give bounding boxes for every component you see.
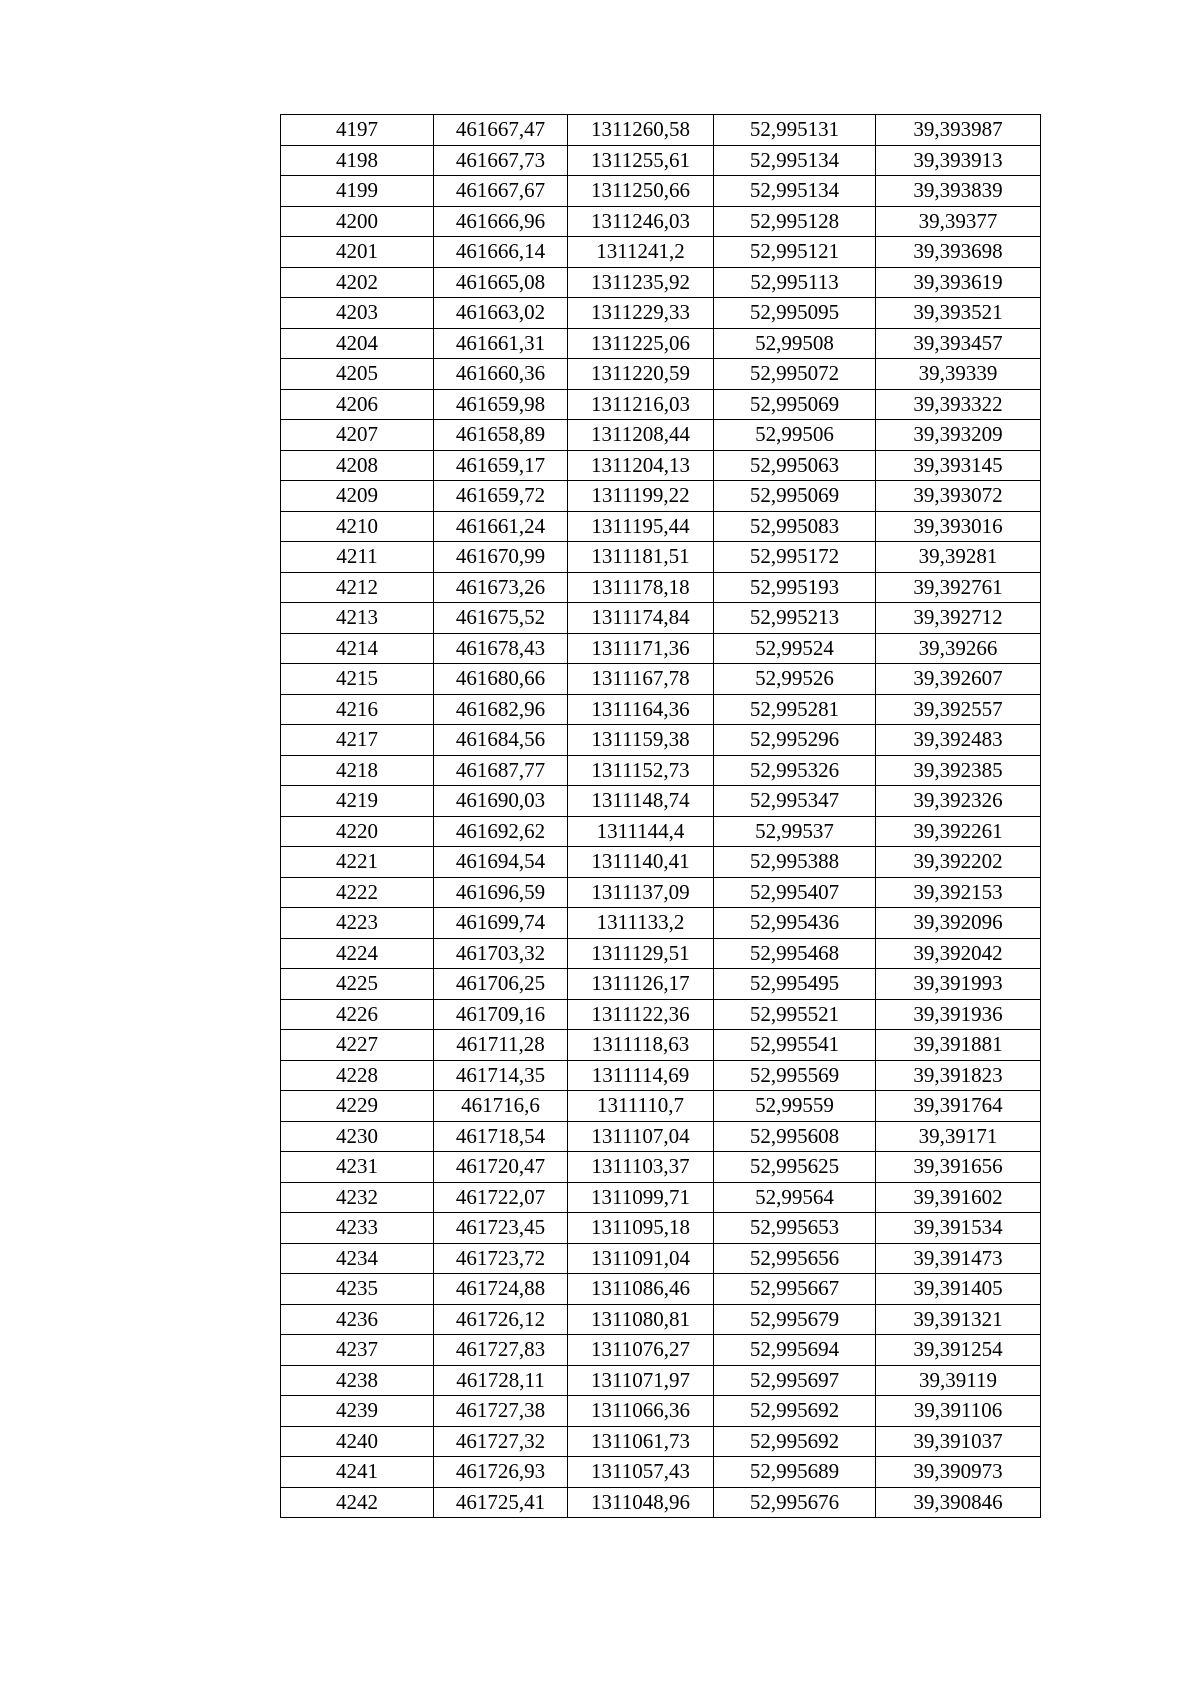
x-coordinate-cell: 461667,67 xyxy=(434,176,568,207)
table-row xyxy=(281,1457,1041,1488)
latitude-cell: 52,995407 xyxy=(714,877,876,908)
y-coordinate-cell: 1311114,69 xyxy=(568,1060,714,1091)
x-coordinate-cell: 461726,12 xyxy=(434,1304,568,1335)
y-coordinate-cell: 1311071,97 xyxy=(568,1365,714,1396)
y-coordinate-cell: 1311133,2 xyxy=(568,908,714,939)
longitude-cell: 39,39339 xyxy=(876,359,1041,390)
longitude-cell: 39,392153 xyxy=(876,877,1041,908)
point-number-cell: 4239 xyxy=(281,1396,434,1427)
longitude-cell: 39,391602 xyxy=(876,1182,1041,1213)
latitude-cell: 52,995172 xyxy=(714,542,876,573)
point-number-cell: 4202 xyxy=(281,267,434,298)
longitude-cell: 39,391473 xyxy=(876,1243,1041,1274)
y-coordinate-cell: 1311216,03 xyxy=(568,389,714,420)
point-number-cell: 4234 xyxy=(281,1243,434,1274)
x-coordinate-cell: 461696,59 xyxy=(434,877,568,908)
latitude-cell: 52,995134 xyxy=(714,176,876,207)
point-number-cell: 4226 xyxy=(281,999,434,1030)
longitude-cell: 39,391764 xyxy=(876,1091,1041,1122)
latitude-cell: 52,995495 xyxy=(714,969,876,1000)
y-coordinate-cell: 1311255,61 xyxy=(568,145,714,176)
x-coordinate-cell: 461678,43 xyxy=(434,633,568,664)
point-number-cell: 4228 xyxy=(281,1060,434,1091)
table-row xyxy=(281,1335,1041,1366)
latitude-cell: 52,995697 xyxy=(714,1365,876,1396)
y-coordinate-cell: 1311110,7 xyxy=(568,1091,714,1122)
table-row xyxy=(281,1274,1041,1305)
longitude-cell: 39,390846 xyxy=(876,1487,1041,1518)
latitude-cell: 52,995692 xyxy=(714,1426,876,1457)
table-row xyxy=(281,999,1041,1030)
longitude-cell: 39,391656 xyxy=(876,1152,1041,1183)
longitude-cell: 39,393839 xyxy=(876,176,1041,207)
point-number-cell: 4197 xyxy=(281,115,434,146)
y-coordinate-cell: 1311140,41 xyxy=(568,847,714,878)
x-coordinate-cell: 461687,77 xyxy=(434,755,568,786)
latitude-cell: 52,995326 xyxy=(714,755,876,786)
y-coordinate-cell: 1311148,74 xyxy=(568,786,714,817)
longitude-cell: 39,392557 xyxy=(876,694,1041,725)
point-number-cell: 4211 xyxy=(281,542,434,573)
y-coordinate-cell: 1311107,04 xyxy=(568,1121,714,1152)
point-number-cell: 4241 xyxy=(281,1457,434,1488)
point-number-cell: 4200 xyxy=(281,206,434,237)
latitude-cell: 52,995689 xyxy=(714,1457,876,1488)
point-number-cell: 4210 xyxy=(281,511,434,542)
latitude-cell: 52,995679 xyxy=(714,1304,876,1335)
latitude-cell: 52,995521 xyxy=(714,999,876,1030)
x-coordinate-cell: 461666,14 xyxy=(434,237,568,268)
longitude-cell: 39,391534 xyxy=(876,1213,1041,1244)
longitude-cell: 39,392385 xyxy=(876,755,1041,786)
table-row xyxy=(281,572,1041,603)
longitude-cell: 39,393209 xyxy=(876,420,1041,451)
table-row xyxy=(281,115,1041,146)
x-coordinate-cell: 461667,73 xyxy=(434,145,568,176)
point-number-cell: 4233 xyxy=(281,1213,434,1244)
table-row xyxy=(281,1060,1041,1091)
latitude-cell: 52,995436 xyxy=(714,908,876,939)
point-number-cell: 4224 xyxy=(281,938,434,969)
latitude-cell: 52,995388 xyxy=(714,847,876,878)
longitude-cell: 39,39266 xyxy=(876,633,1041,664)
x-coordinate-cell: 461714,35 xyxy=(434,1060,568,1091)
longitude-cell: 39,392096 xyxy=(876,908,1041,939)
longitude-cell: 39,393072 xyxy=(876,481,1041,512)
y-coordinate-cell: 1311181,51 xyxy=(568,542,714,573)
table-row xyxy=(281,786,1041,817)
latitude-cell: 52,995676 xyxy=(714,1487,876,1518)
table-row xyxy=(281,450,1041,481)
coordinates-table-body xyxy=(281,115,1041,1518)
point-number-cell: 4206 xyxy=(281,389,434,420)
longitude-cell: 39,393619 xyxy=(876,267,1041,298)
y-coordinate-cell: 1311144,4 xyxy=(568,816,714,847)
point-number-cell: 4212 xyxy=(281,572,434,603)
table-row xyxy=(281,542,1041,573)
x-coordinate-cell: 461725,41 xyxy=(434,1487,568,1518)
y-coordinate-cell: 1311126,17 xyxy=(568,969,714,1000)
table-row xyxy=(281,1487,1041,1518)
x-coordinate-cell: 461661,31 xyxy=(434,328,568,359)
y-coordinate-cell: 1311129,51 xyxy=(568,938,714,969)
table-row xyxy=(281,1121,1041,1152)
x-coordinate-cell: 461692,62 xyxy=(434,816,568,847)
x-coordinate-cell: 461723,72 xyxy=(434,1243,568,1274)
latitude-cell: 52,995134 xyxy=(714,145,876,176)
y-coordinate-cell: 1311220,59 xyxy=(568,359,714,390)
x-coordinate-cell: 461658,89 xyxy=(434,420,568,451)
table-row xyxy=(281,206,1041,237)
x-coordinate-cell: 461728,11 xyxy=(434,1365,568,1396)
longitude-cell: 39,393521 xyxy=(876,298,1041,329)
longitude-cell: 39,39377 xyxy=(876,206,1041,237)
latitude-cell: 52,99537 xyxy=(714,816,876,847)
table-row xyxy=(281,237,1041,268)
x-coordinate-cell: 461666,96 xyxy=(434,206,568,237)
point-number-cell: 4199 xyxy=(281,176,434,207)
table-row xyxy=(281,1365,1041,1396)
y-coordinate-cell: 1311066,36 xyxy=(568,1396,714,1427)
x-coordinate-cell: 461665,08 xyxy=(434,267,568,298)
y-coordinate-cell: 1311235,92 xyxy=(568,267,714,298)
point-number-cell: 4208 xyxy=(281,450,434,481)
point-number-cell: 4236 xyxy=(281,1304,434,1335)
latitude-cell: 52,995113 xyxy=(714,267,876,298)
table-row xyxy=(281,603,1041,634)
point-number-cell: 4198 xyxy=(281,145,434,176)
point-number-cell: 4237 xyxy=(281,1335,434,1366)
x-coordinate-cell: 461726,93 xyxy=(434,1457,568,1488)
point-number-cell: 4203 xyxy=(281,298,434,329)
latitude-cell: 52,995667 xyxy=(714,1274,876,1305)
x-coordinate-cell: 461670,99 xyxy=(434,542,568,573)
table-row xyxy=(281,389,1041,420)
point-number-cell: 4207 xyxy=(281,420,434,451)
table-row xyxy=(281,816,1041,847)
table-row xyxy=(281,877,1041,908)
latitude-cell: 52,995608 xyxy=(714,1121,876,1152)
latitude-cell: 52,99564 xyxy=(714,1182,876,1213)
table-row xyxy=(281,1243,1041,1274)
y-coordinate-cell: 1311208,44 xyxy=(568,420,714,451)
x-coordinate-cell: 461694,54 xyxy=(434,847,568,878)
table-row xyxy=(281,1091,1041,1122)
x-coordinate-cell: 461675,52 xyxy=(434,603,568,634)
latitude-cell: 52,995692 xyxy=(714,1396,876,1427)
x-coordinate-cell: 461684,56 xyxy=(434,725,568,756)
x-coordinate-cell: 461690,03 xyxy=(434,786,568,817)
latitude-cell: 52,995213 xyxy=(714,603,876,634)
y-coordinate-cell: 1311080,81 xyxy=(568,1304,714,1335)
y-coordinate-cell: 1311122,36 xyxy=(568,999,714,1030)
table-row xyxy=(281,694,1041,725)
latitude-cell: 52,995625 xyxy=(714,1152,876,1183)
x-coordinate-cell: 461718,54 xyxy=(434,1121,568,1152)
latitude-cell: 52,995193 xyxy=(714,572,876,603)
longitude-cell: 39,391881 xyxy=(876,1030,1041,1061)
table-row xyxy=(281,633,1041,664)
x-coordinate-cell: 461659,17 xyxy=(434,450,568,481)
y-coordinate-cell: 1311167,78 xyxy=(568,664,714,695)
point-number-cell: 4218 xyxy=(281,755,434,786)
table-row xyxy=(281,267,1041,298)
x-coordinate-cell: 461727,38 xyxy=(434,1396,568,1427)
coordinates-table xyxy=(280,114,1041,1518)
latitude-cell: 52,995083 xyxy=(714,511,876,542)
table-row xyxy=(281,938,1041,969)
latitude-cell: 52,995569 xyxy=(714,1060,876,1091)
table-row xyxy=(281,1182,1041,1213)
point-number-cell: 4209 xyxy=(281,481,434,512)
longitude-cell: 39,39119 xyxy=(876,1365,1041,1396)
y-coordinate-cell: 1311241,2 xyxy=(568,237,714,268)
table-row xyxy=(281,969,1041,1000)
longitude-cell: 39,393322 xyxy=(876,389,1041,420)
table-row xyxy=(281,176,1041,207)
longitude-cell: 39,392607 xyxy=(876,664,1041,695)
y-coordinate-cell: 1311225,06 xyxy=(568,328,714,359)
y-coordinate-cell: 1311159,38 xyxy=(568,725,714,756)
longitude-cell: 39,391936 xyxy=(876,999,1041,1030)
point-number-cell: 4222 xyxy=(281,877,434,908)
latitude-cell: 52,995069 xyxy=(714,481,876,512)
longitude-cell: 39,393457 xyxy=(876,328,1041,359)
table-row xyxy=(281,298,1041,329)
x-coordinate-cell: 461682,96 xyxy=(434,694,568,725)
x-coordinate-cell: 461667,47 xyxy=(434,115,568,146)
longitude-cell: 39,391254 xyxy=(876,1335,1041,1366)
y-coordinate-cell: 1311174,84 xyxy=(568,603,714,634)
x-coordinate-cell: 461709,16 xyxy=(434,999,568,1030)
latitude-cell: 52,995694 xyxy=(714,1335,876,1366)
longitude-cell: 39,392261 xyxy=(876,816,1041,847)
table-row xyxy=(281,481,1041,512)
longitude-cell: 39,391993 xyxy=(876,969,1041,1000)
longitude-cell: 39,392483 xyxy=(876,725,1041,756)
y-coordinate-cell: 1311171,36 xyxy=(568,633,714,664)
x-coordinate-cell: 461661,24 xyxy=(434,511,568,542)
latitude-cell: 52,995468 xyxy=(714,938,876,969)
y-coordinate-cell: 1311164,36 xyxy=(568,694,714,725)
y-coordinate-cell: 1311152,73 xyxy=(568,755,714,786)
longitude-cell: 39,392326 xyxy=(876,786,1041,817)
point-number-cell: 4225 xyxy=(281,969,434,1000)
point-number-cell: 4235 xyxy=(281,1274,434,1305)
x-coordinate-cell: 461699,74 xyxy=(434,908,568,939)
x-coordinate-cell: 461659,98 xyxy=(434,389,568,420)
y-coordinate-cell: 1311118,63 xyxy=(568,1030,714,1061)
table-row xyxy=(281,328,1041,359)
y-coordinate-cell: 1311099,71 xyxy=(568,1182,714,1213)
y-coordinate-cell: 1311229,33 xyxy=(568,298,714,329)
y-coordinate-cell: 1311250,66 xyxy=(568,176,714,207)
table-row xyxy=(281,1030,1041,1061)
table-row xyxy=(281,1426,1041,1457)
longitude-cell: 39,390973 xyxy=(876,1457,1041,1488)
x-coordinate-cell: 461727,32 xyxy=(434,1426,568,1457)
point-number-cell: 4220 xyxy=(281,816,434,847)
table-row xyxy=(281,755,1041,786)
point-number-cell: 4231 xyxy=(281,1152,434,1183)
point-number-cell: 4221 xyxy=(281,847,434,878)
x-coordinate-cell: 461706,25 xyxy=(434,969,568,1000)
table-row xyxy=(281,1152,1041,1183)
point-number-cell: 4219 xyxy=(281,786,434,817)
latitude-cell: 52,995656 xyxy=(714,1243,876,1274)
x-coordinate-cell: 461703,32 xyxy=(434,938,568,969)
x-coordinate-cell: 461727,83 xyxy=(434,1335,568,1366)
y-coordinate-cell: 1311246,03 xyxy=(568,206,714,237)
y-coordinate-cell: 1311260,58 xyxy=(568,115,714,146)
x-coordinate-cell: 461722,07 xyxy=(434,1182,568,1213)
y-coordinate-cell: 1311199,22 xyxy=(568,481,714,512)
table-row xyxy=(281,1396,1041,1427)
y-coordinate-cell: 1311048,96 xyxy=(568,1487,714,1518)
latitude-cell: 52,995069 xyxy=(714,389,876,420)
point-number-cell: 4227 xyxy=(281,1030,434,1061)
x-coordinate-cell: 461663,02 xyxy=(434,298,568,329)
longitude-cell: 39,391405 xyxy=(876,1274,1041,1305)
table-row xyxy=(281,359,1041,390)
longitude-cell: 39,392202 xyxy=(876,847,1041,878)
x-coordinate-cell: 461724,88 xyxy=(434,1274,568,1305)
y-coordinate-cell: 1311061,73 xyxy=(568,1426,714,1457)
table-row xyxy=(281,1304,1041,1335)
latitude-cell: 52,99526 xyxy=(714,664,876,695)
point-number-cell: 4201 xyxy=(281,237,434,268)
latitude-cell: 52,995541 xyxy=(714,1030,876,1061)
table-row xyxy=(281,908,1041,939)
point-number-cell: 4204 xyxy=(281,328,434,359)
y-coordinate-cell: 1311095,18 xyxy=(568,1213,714,1244)
y-coordinate-cell: 1311204,13 xyxy=(568,450,714,481)
longitude-cell: 39,391106 xyxy=(876,1396,1041,1427)
x-coordinate-cell: 461716,6 xyxy=(434,1091,568,1122)
latitude-cell: 52,99559 xyxy=(714,1091,876,1122)
latitude-cell: 52,995128 xyxy=(714,206,876,237)
x-coordinate-cell: 461660,36 xyxy=(434,359,568,390)
point-number-cell: 4232 xyxy=(281,1182,434,1213)
y-coordinate-cell: 1311057,43 xyxy=(568,1457,714,1488)
longitude-cell: 39,392761 xyxy=(876,572,1041,603)
longitude-cell: 39,391823 xyxy=(876,1060,1041,1091)
x-coordinate-cell: 461720,47 xyxy=(434,1152,568,1183)
point-number-cell: 4215 xyxy=(281,664,434,695)
point-number-cell: 4213 xyxy=(281,603,434,634)
point-number-cell: 4216 xyxy=(281,694,434,725)
latitude-cell: 52,99524 xyxy=(714,633,876,664)
longitude-cell: 39,393913 xyxy=(876,145,1041,176)
table-row xyxy=(281,847,1041,878)
point-number-cell: 4205 xyxy=(281,359,434,390)
x-coordinate-cell: 461723,45 xyxy=(434,1213,568,1244)
y-coordinate-cell: 1311137,09 xyxy=(568,877,714,908)
y-coordinate-cell: 1311103,37 xyxy=(568,1152,714,1183)
longitude-cell: 39,393698 xyxy=(876,237,1041,268)
table-row xyxy=(281,420,1041,451)
y-coordinate-cell: 1311086,46 xyxy=(568,1274,714,1305)
y-coordinate-cell: 1311195,44 xyxy=(568,511,714,542)
latitude-cell: 52,995121 xyxy=(714,237,876,268)
point-number-cell: 4240 xyxy=(281,1426,434,1457)
point-number-cell: 4230 xyxy=(281,1121,434,1152)
y-coordinate-cell: 1311076,27 xyxy=(568,1335,714,1366)
longitude-cell: 39,392712 xyxy=(876,603,1041,634)
point-number-cell: 4214 xyxy=(281,633,434,664)
longitude-cell: 39,393987 xyxy=(876,115,1041,146)
longitude-cell: 39,391321 xyxy=(876,1304,1041,1335)
latitude-cell: 52,995281 xyxy=(714,694,876,725)
latitude-cell: 52,995131 xyxy=(714,115,876,146)
longitude-cell: 39,39171 xyxy=(876,1121,1041,1152)
latitude-cell: 52,995095 xyxy=(714,298,876,329)
latitude-cell: 52,995653 xyxy=(714,1213,876,1244)
table-row xyxy=(281,725,1041,756)
latitude-cell: 52,995072 xyxy=(714,359,876,390)
latitude-cell: 52,995347 xyxy=(714,786,876,817)
point-number-cell: 4223 xyxy=(281,908,434,939)
table-row xyxy=(281,511,1041,542)
longitude-cell: 39,393145 xyxy=(876,450,1041,481)
table-row xyxy=(281,664,1041,695)
x-coordinate-cell: 461673,26 xyxy=(434,572,568,603)
longitude-cell: 39,39281 xyxy=(876,542,1041,573)
y-coordinate-cell: 1311178,18 xyxy=(568,572,714,603)
latitude-cell: 52,995063 xyxy=(714,450,876,481)
x-coordinate-cell: 461680,66 xyxy=(434,664,568,695)
point-number-cell: 4229 xyxy=(281,1091,434,1122)
latitude-cell: 52,99506 xyxy=(714,420,876,451)
table-row xyxy=(281,145,1041,176)
longitude-cell: 39,391037 xyxy=(876,1426,1041,1457)
latitude-cell: 52,995296 xyxy=(714,725,876,756)
latitude-cell: 52,99508 xyxy=(714,328,876,359)
x-coordinate-cell: 461711,28 xyxy=(434,1030,568,1061)
longitude-cell: 39,393016 xyxy=(876,511,1041,542)
table-row xyxy=(281,1213,1041,1244)
point-number-cell: 4217 xyxy=(281,725,434,756)
longitude-cell: 39,392042 xyxy=(876,938,1041,969)
point-number-cell: 4242 xyxy=(281,1487,434,1518)
x-coordinate-cell: 461659,72 xyxy=(434,481,568,512)
point-number-cell: 4238 xyxy=(281,1365,434,1396)
y-coordinate-cell: 1311091,04 xyxy=(568,1243,714,1274)
